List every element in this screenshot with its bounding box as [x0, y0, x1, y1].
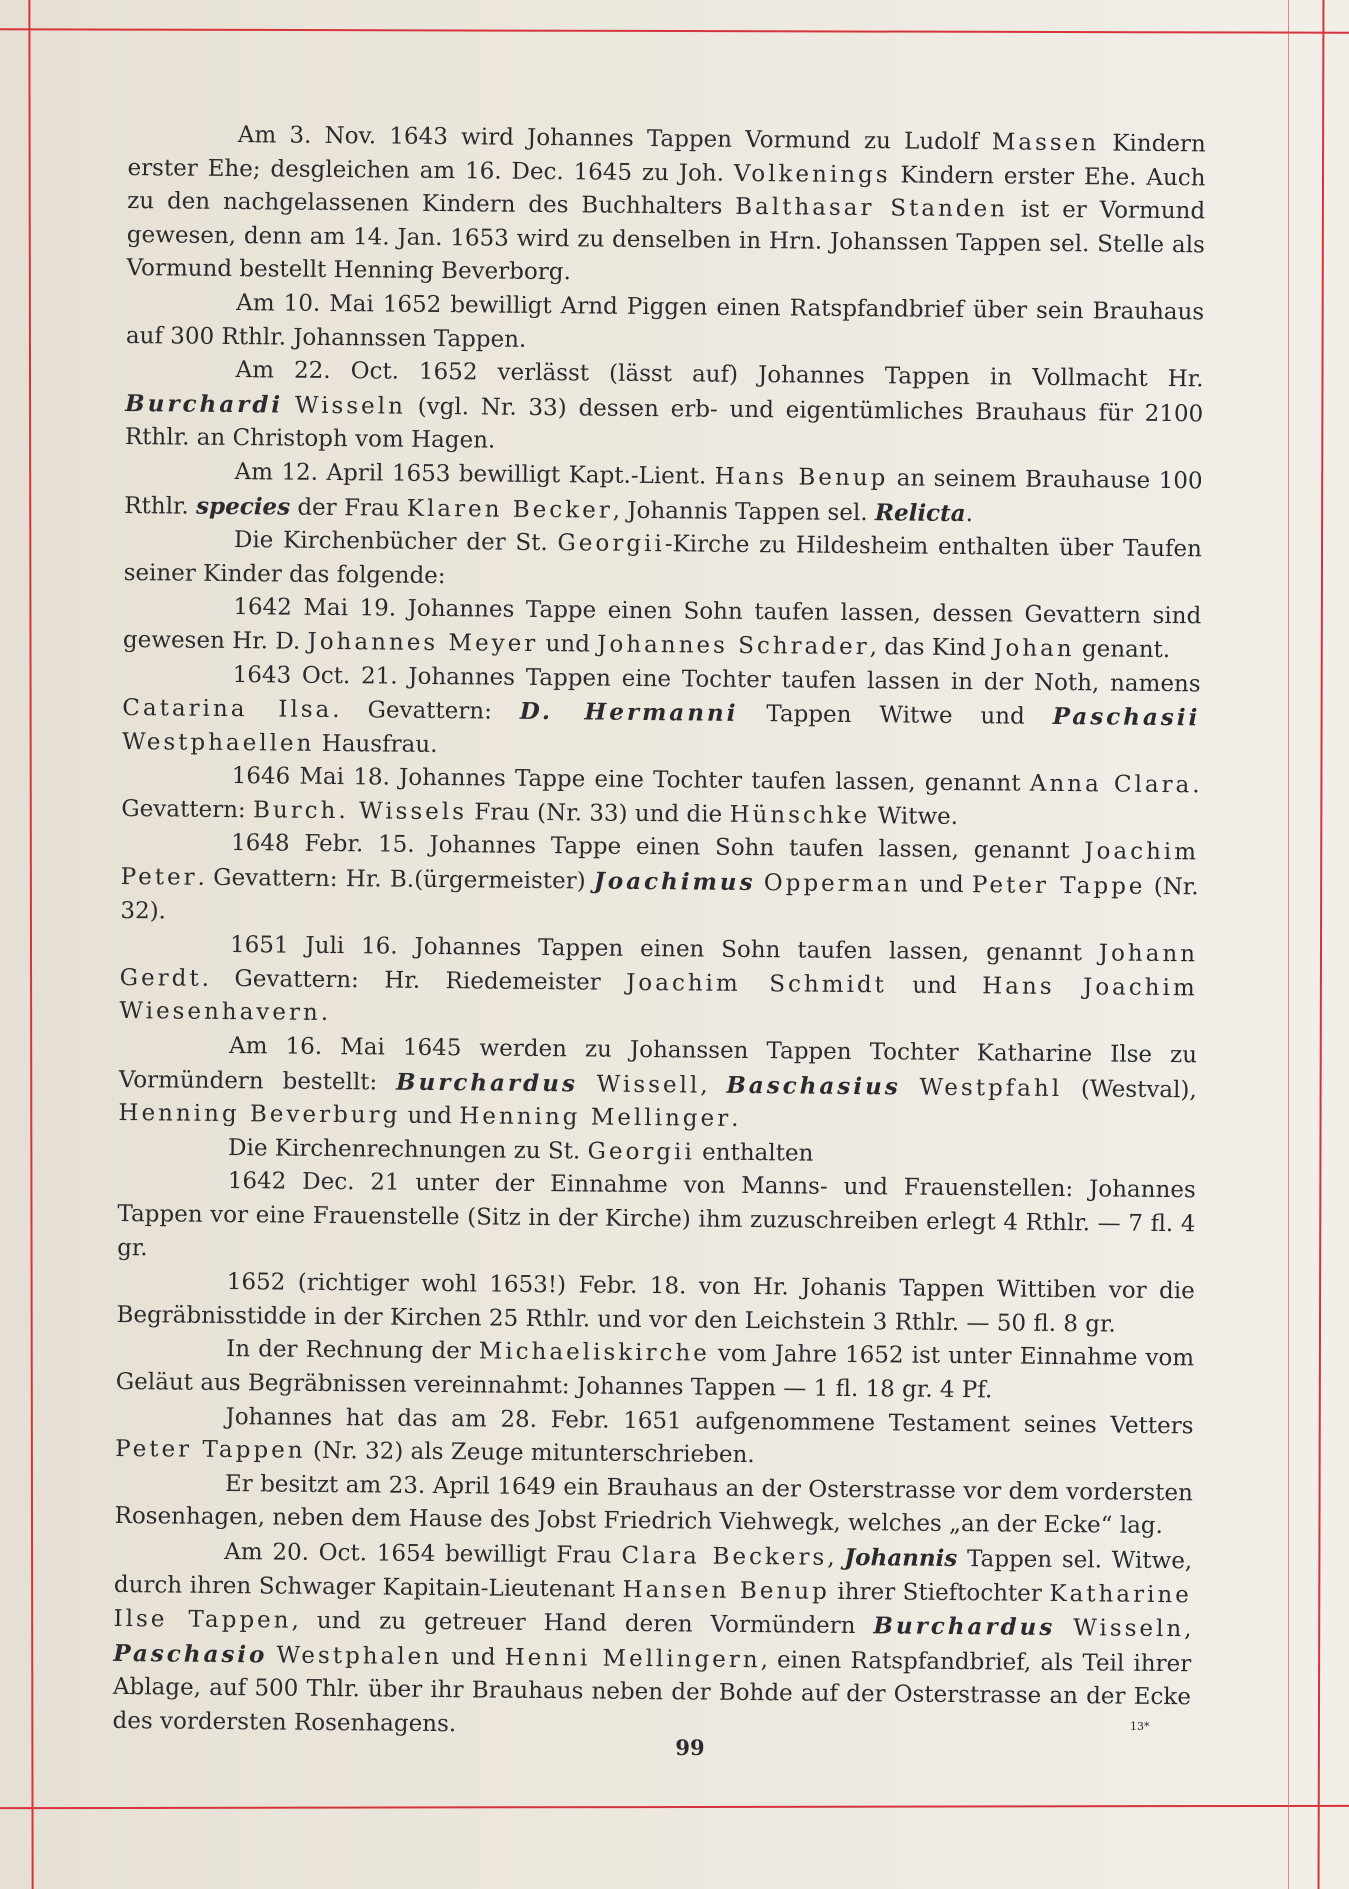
emphasized-name: Hansen Benup: [622, 1576, 830, 1605]
text-run: [283, 392, 295, 418]
text-run: ,: [827, 1544, 845, 1571]
paragraph: [124, 455, 1203, 534]
text-run: Tappen Witwe und: [738, 700, 1053, 730]
emphasized-name: Klaren Becker: [406, 495, 613, 524]
text-run: Die Kirchenbücher der St.: [233, 527, 558, 557]
text-run: Am 12. April 1653 bewilligt Kapt.-Lient.: [234, 458, 715, 490]
text-run: .: [731, 1106, 739, 1133]
text-run: , einen Ratspfandbrief, als Teil ihrer Ablage, auf 500 Thlr. über ihr Brauhaus neben der Bohde auf der Osterstrasse an der Ecke des vordersten Rosenhagens.: [112, 1646, 1192, 1738]
text-run: Am 20. Oct. 1654 bewilligt Frau: [224, 1538, 622, 1569]
text-run: . Gevattern:: [121, 772, 1200, 824]
emphasized-name: Burchardus: [395, 1068, 579, 1097]
paragraph: [125, 353, 1204, 465]
paragraph: [123, 523, 1202, 601]
emphasized-name: Georgii: [587, 1138, 695, 1166]
emphasized-name: Georgii: [557, 530, 665, 558]
text-run: Am 16. Mai 1645 werden zu Johanssen Tappen Tochter Katharine Ilse zu Vormündern bestellt:: [118, 1033, 1198, 1096]
emphasized-name: Hünschke: [729, 801, 871, 830]
text-run: . Gevattern:: [332, 697, 520, 725]
emphasized-name: Hans Joachim Wiesenhavern: [119, 973, 1198, 1027]
paragraph: [122, 657, 1201, 769]
emphasized-name: Michaeliskirche: [478, 1338, 710, 1368]
paragraph: [126, 118, 1206, 296]
emphasized-name: Wissell: [596, 1071, 701, 1099]
emphasized-name: Peter Tappen: [115, 1436, 306, 1464]
paragraph: [116, 1265, 1195, 1343]
paragraph: [116, 1332, 1195, 1410]
text-run: 1648 Febr. 15. Johannes Tappe einen Sohn taufen lassen, genannt: [230, 830, 1085, 865]
emphasized-name: Joachimus: [593, 867, 756, 897]
text-run: Frau (Nr. 33) und die: [466, 799, 730, 828]
emphasized-name: Massen: [991, 129, 1100, 157]
emphasized-name: Johannes Schrader: [597, 631, 870, 661]
text-run: , das Kind: [869, 634, 994, 662]
emphasized-name: Opperman: [763, 870, 912, 898]
text-run: .: [965, 500, 974, 527]
paragraph: [118, 1029, 1197, 1141]
left-red-rule: [28, 0, 33, 1889]
body-text: [112, 118, 1206, 1749]
text-run: [1055, 1615, 1073, 1641]
emphasized-name: Henning Mellinger: [459, 1103, 732, 1133]
text-run: und: [910, 871, 973, 899]
emphasized-name: Balthasar Standen: [735, 194, 1009, 223]
paragraph: [119, 928, 1198, 1039]
page-number: 99: [675, 1735, 705, 1760]
text-run: Am 22. Oct. 1652 verlässt (lässt auf) Johannes Tappen in Vollmacht Hr.: [235, 357, 1204, 393]
emphasized-name: Burchardi: [125, 389, 284, 419]
paragraph: [115, 1400, 1194, 1478]
emphasized-name: Wisseln: [1073, 1615, 1185, 1643]
text-run: ,: [700, 1072, 727, 1099]
emphasized-name: Henni Mellingern: [504, 1644, 761, 1673]
emphasized-name: Anna Clara: [1029, 770, 1193, 799]
paragraph: [120, 826, 1199, 938]
emphasized-name: D. Hermanni: [519, 697, 739, 727]
right-red-rule: [1318, 0, 1325, 1889]
text-run: Am 10. Mai 1652 bewilligt Arnd Piggen einen Ratspfandbrief über sein Brauhaus auf 300 Rthlr. Johannssen Tappen.: [125, 290, 1205, 353]
text-run: und: [400, 1102, 460, 1130]
text-run: enthalten: [694, 1139, 814, 1167]
text-run: .: [320, 1000, 329, 1027]
text-run: Tappen sel. Witwe, durch ihren Schwager Kapitain-Lieutenant: [113, 1545, 1193, 1603]
text-run: [578, 1071, 597, 1097]
text-run: Am 3. Nov. 1643 wird Johannes Tappen Vormund zu Ludolf: [237, 122, 992, 156]
paragraph: [123, 590, 1202, 668]
emphasized-name: Joachim Schmidt: [626, 969, 887, 999]
text-run: vom Jahre 1652 ist unter Einnahme vom Geläut aus Begräbnissen vereinnahmt: Johannes Tappen — 1 fl. 18 gr. 4 Pf.: [115, 1341, 1195, 1404]
text-run: In der Rechnung der: [226, 1336, 479, 1365]
paragraph: [114, 1467, 1193, 1545]
emphasized-name: Burchardus: [873, 1612, 1056, 1642]
text-run: Er besitzt am 23. April 1649 ein Brauhaus an der Osterstrasse vor dem vordersten Rosenhagen, neben dem Hause des Jobst Friedrich Viehwegk, welches „an der Ecke“ lag.: [114, 1470, 1193, 1540]
text-run: und: [538, 630, 598, 658]
emphasized-name: Westphalen: [276, 1642, 443, 1670]
emphasized-name: Relicta: [874, 498, 966, 527]
text-run: Hausfrau.: [314, 730, 438, 758]
text-run: , Johannis Tappen sel.: [612, 497, 876, 526]
bottom-red-rule: [0, 1805, 1349, 1809]
emphasized-name: Burch. Wissels: [252, 797, 468, 826]
text-run: 1646 Mai 18. Johannes Tappe eine Tochter taufen lassen, genannt: [231, 763, 1030, 797]
paragraph: [121, 759, 1200, 837]
emphasized-name: Johan: [993, 635, 1075, 663]
text-run: (vgl. Nr. 33) dessen erb- und eigentümliches Brauhaus für 2100 Rthlr. an Christoph vom Hagen.: [124, 393, 1204, 454]
signature-mark: 13*: [1130, 1720, 1150, 1733]
text-run: , und zu getreuer Hand deren Vormündern: [291, 1607, 874, 1640]
emphasized-name: Catarina Ilsa: [122, 695, 333, 724]
text-run: ,: [1184, 1616, 1192, 1643]
text-run: Johannes hat das am 28. Febr. 1651 aufgenommene Testament seines Vetters: [225, 1403, 1194, 1439]
emphasized-name: Paschasii: [1052, 702, 1201, 732]
emphasized-name: Westphaellen: [121, 728, 315, 757]
text-run: genant.: [1074, 636, 1171, 663]
emphasized-name: Wisseln: [294, 392, 407, 420]
text-run: . Gevattern: Hr. B.(ürgermeister): [197, 864, 595, 895]
text-run: ihrer Stieftochter: [829, 1578, 1050, 1607]
emphasized-name: Paschasio: [113, 1639, 268, 1669]
top-red-rule: [0, 28, 1349, 34]
emphasized-name: Henning Beverburg: [118, 1100, 401, 1129]
emphasized-name: Johannis: [844, 1543, 958, 1572]
paragraph: [126, 286, 1205, 364]
text-run: -Kirche zu Hildesheim enthalten über Taufen seiner Kinder das folgende:: [123, 531, 1203, 589]
text-run: ist er Vormund gewesen, denn am 14. Jan. 1653 wird zu denselben in Hrn. Johanssen Tappen sel. Stelle als Vormund bestellt Henning Beverborg.: [126, 196, 1206, 286]
text-run: an seinem Brauhause 100 Rthlr.: [124, 465, 1203, 520]
text-run: Kindern erster Ehe. Auch zu den nachgelassenen Kindern des Buchhalters: [127, 161, 1206, 221]
emphasized-name: Hans Benup: [714, 463, 889, 492]
text-run: und: [441, 1643, 505, 1671]
text-run: (Nr. 32) als Zeuge mitunterschrieben.: [305, 1437, 755, 1469]
text-run: Kindern erster Ehe; desgleichen am 16. Dec. 1645 zu Joh.: [127, 130, 1206, 187]
right-inner-rule: [1288, 0, 1289, 1889]
emphasized-name: Peter Tappe: [971, 872, 1146, 900]
text-run: [901, 1074, 920, 1100]
paragraph: [112, 1534, 1192, 1749]
emphasized-name: Clara Beckers: [621, 1542, 828, 1571]
emphasized-name: Westpfahl: [919, 1074, 1063, 1102]
paragraph: [117, 1164, 1196, 1275]
text-run: der Frau: [289, 494, 407, 522]
text-run: Die Kirchenrechnungen zu St.: [227, 1134, 588, 1165]
emphasized-name: Volkenings: [733, 160, 891, 188]
text-run: 1642 Dec. 21 unter der Einnahme von Manns- und Frauenstellen: Johannes Tappen vor eine Frauenstelle (Sitz in der Kirche) ihm zuzuschreiben erlegt 4 Rthlr. — 7 fl. 4 gr.: [117, 1168, 1196, 1261]
text-run: 1643 Oct. 21. Johannes Tappen eine Tochter taufen lassen in der Noth, namens: [232, 661, 1201, 697]
text-run: 1652 (richtiger wohl 1653!) Febr. 18. von Hr. Johanis Tappen Wittiben vor die Begräbnisstidde in der Kirchen 25 Rthlr. und vor den Leichstein 3 Rthlr. — 50 fl. 8 gr.: [116, 1269, 1195, 1338]
emphasized-name: Baschasius: [726, 1071, 901, 1101]
emphasized-name: Johann Gerdt: [119, 940, 1199, 992]
emphasized-name: Katharine Ilse Tappen: [113, 1580, 1192, 1634]
text-run: . Gevattern: Hr. Riedemeister: [201, 965, 627, 996]
text-run: und: [886, 972, 983, 1000]
emphasized-name: Joachim Peter: [120, 838, 1200, 891]
emphasized-name: Johannes Meyer: [307, 628, 539, 657]
text-run: (Westval),: [1062, 1075, 1197, 1103]
text-run: 1642 Mai 19. Johannes Tappe einen Sohn taufen lassen, dessen Gevattern sind gewesen Hr. D.: [122, 594, 1202, 655]
text-run: 1651 Juli 16. Johannes Tappen einen Sohn taufen lassen, genannt: [229, 932, 1099, 967]
text-run: (Nr. 32).: [120, 873, 1199, 925]
text-run: Witwe.: [870, 803, 959, 830]
emphasized-name: species: [195, 492, 291, 521]
